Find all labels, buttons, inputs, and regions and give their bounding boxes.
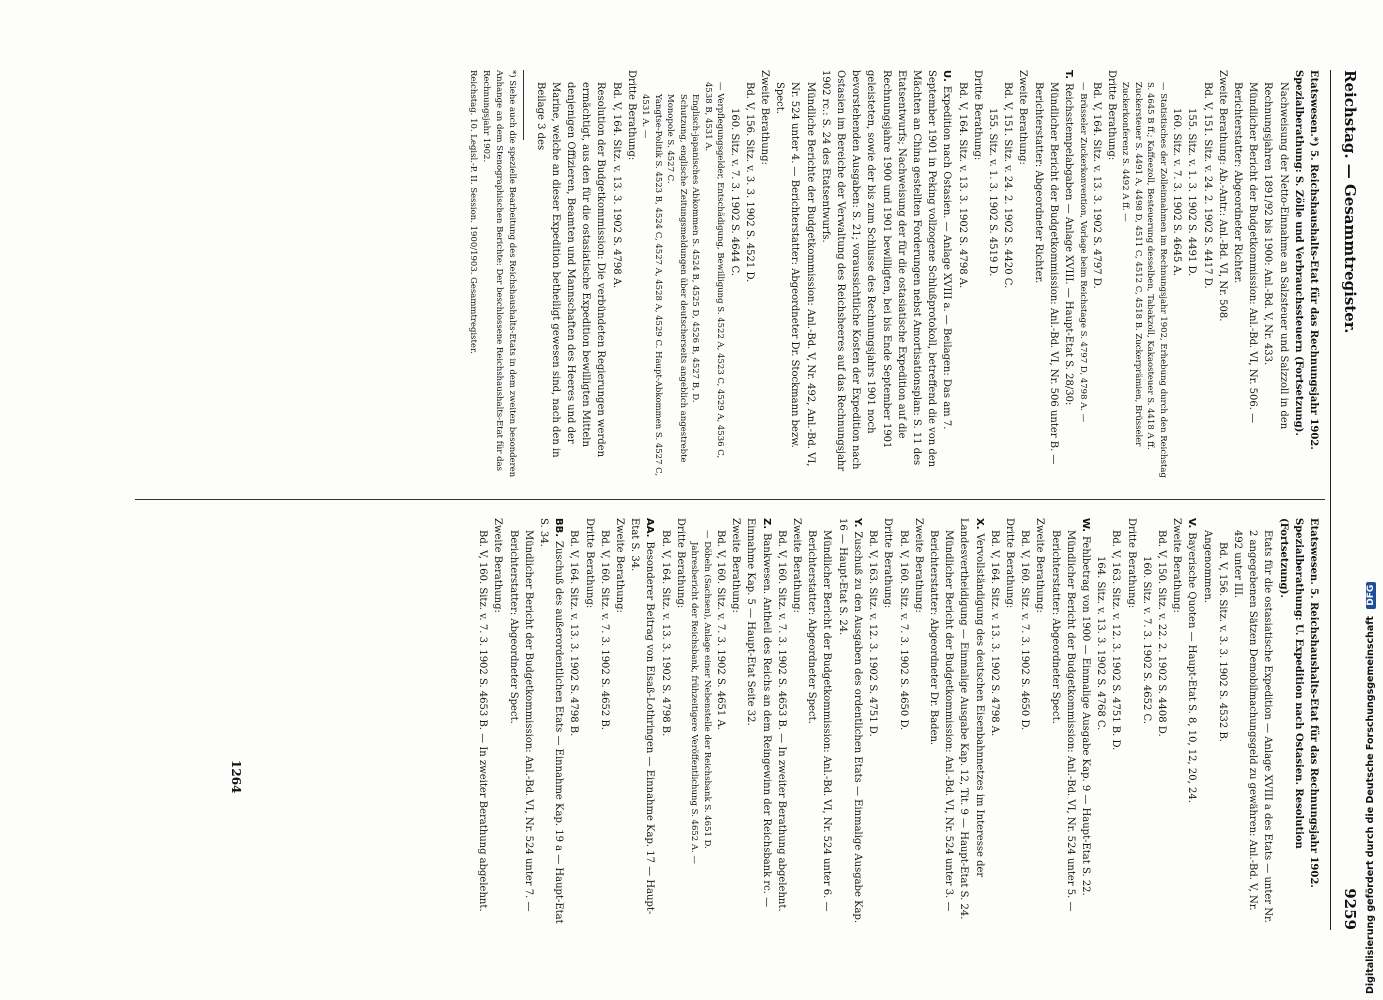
register-entry bbox=[639, 70, 664, 480]
register-entry bbox=[1076, 70, 1089, 480]
running-head-title: Reichstag. — Gesammtregister. bbox=[1341, 70, 1359, 334]
register-entry bbox=[1089, 70, 1104, 480]
column-divider bbox=[135, 499, 1325, 500]
entry-text: Reichsstempelabgaben — Anlage XVIII. — Haupt-Etat S. 28/30: bbox=[1063, 83, 1075, 406]
footnote: *) Siehe auch die spezielle Bearbeitung des Reichshaushalts-Etats in dem zweiten besonderen Anhange an dem Stenographischen Berichte: Der beschlossene Reichshaushalts-Etat für das Rechnungsjahr 1902. bbox=[481, 70, 518, 478]
register-entry bbox=[701, 70, 726, 480]
register-entry bbox=[1199, 70, 1214, 480]
footnote-rule bbox=[523, 70, 524, 140]
entry-text: Vervollständigung des deutschen Eisenbahnnetzes im Interesse der Landesvertheidigung — Einmalige Ausgabe Kap. 12, Tit. 9 — Haupt-Etat S. 24. bbox=[958, 518, 985, 920]
register-entry bbox=[700, 518, 713, 928]
section-heading bbox=[743, 518, 773, 928]
entry-text: Englisch-japanisches Abkommen S. 4524 B, 4525 D, 4526 B, 4527 B, D. bbox=[690, 94, 701, 403]
register-entry bbox=[608, 70, 623, 480]
entry-text: Bd. V, 163. Sitz. v. 12. 3. 1902 S. 4751 D. bbox=[867, 530, 879, 737]
register-entry bbox=[728, 518, 743, 928]
entry-text: 155. Sitz. v. 1. 3. 1902 S. 4519 D. bbox=[987, 108, 999, 277]
register-entry bbox=[1199, 518, 1214, 928]
register-entry bbox=[475, 518, 490, 928]
entry-text: — Döbeln (Sachsen), Anlage einer Nebenstelle der Reichsbank S. 4651 D. bbox=[701, 530, 712, 849]
register-entry bbox=[1030, 70, 1060, 480]
section-heading bbox=[956, 518, 986, 928]
entry-text: Zweite Berathung: bbox=[1171, 518, 1183, 613]
register-entry bbox=[1093, 518, 1108, 928]
entry-text: Bd. V, 164. Sitz. v. 13. 3. 1902 S. 4798 B. bbox=[568, 530, 580, 737]
register-entry bbox=[505, 518, 535, 928]
entry-text: Mündlicher Bericht der Budgetkommission: Anl.-Bd. VI, Nr. 524 unter 7. — Berichterstatter: Abgeordneter Spect. bbox=[507, 530, 534, 912]
entry-text: Zweite Berathung: bbox=[912, 518, 924, 613]
page-number: 9259 bbox=[1341, 888, 1359, 930]
entry-text: — Brüsseler Zuckerkonvention, Vorlage beim Reichstage S. 4797 D, 4798 A. — bbox=[1077, 82, 1088, 423]
entry-text: 155. Sitz. v. 1. 3. 1902 S. 4491 D. bbox=[1186, 108, 1198, 277]
register-entry bbox=[597, 518, 612, 928]
entry-text: Bd. V, 160. Sitz. v. 7. 3. 1902 S. 4650 D. bbox=[897, 530, 909, 731]
digitization-credit bbox=[1365, 582, 1376, 994]
register-entry bbox=[970, 70, 985, 480]
entry-text: Dritte Berathung: bbox=[674, 518, 686, 609]
entry-text: Dritte Berathung: bbox=[971, 70, 983, 161]
entry-text: Dritte Berathung: bbox=[1105, 70, 1117, 161]
signature-number: 1264 bbox=[229, 760, 243, 794]
register-entry bbox=[1123, 518, 1138, 928]
entry-text: Mündliche Berichte der Budgetkommission: Anl.-Bd. V, Nr. 492, Anl.-Bd. VI, Nr. 524 unter 4. — Berichterstatter: Abgeordneter Dr. Stockmann bezw. Spect. bbox=[774, 82, 816, 467]
register-entry bbox=[1015, 70, 1030, 480]
entry-text: Dritte Berathung: bbox=[1003, 518, 1015, 609]
register-entry bbox=[688, 518, 701, 928]
entry-text: Dritte Berathung: bbox=[583, 518, 595, 609]
entry-text: Zuschuß zu den Ausgaben des ordentlichen Etats — Einmalige Ausgabe Kap. 16 — Haupt-Etat S. 24. bbox=[836, 518, 863, 924]
entry-text: Mündlicher Bericht der Budgetkommission: Anl.-Bd. VI, Nr. 524 unter 6. — Berichterstatter: Abgeordneter Spect. bbox=[806, 530, 833, 912]
running-head bbox=[1337, 70, 1363, 930]
entry-text: Bd. V, 160. Sitz. v. 7. 3. 1902 S. 4653 B. — In zweiter Berathung abgelehnt. bbox=[477, 530, 489, 912]
entry-text: Fehlbetrag von 1900 — Einmalige Ausgabe Kap. 9 — Haupt-Etat S. 22. bbox=[1079, 536, 1091, 896]
register-entry bbox=[1184, 70, 1199, 480]
register-entry bbox=[689, 70, 702, 480]
register-entry bbox=[1000, 70, 1015, 480]
register-entry bbox=[895, 518, 910, 928]
entry-text: Zweite Berathung: bbox=[614, 518, 626, 613]
register-entry bbox=[911, 518, 926, 928]
register-entry bbox=[532, 70, 608, 480]
entry-text: Bd. V, 163. Sitz. v. 12. 3. 1902 S. 4751 B. D. bbox=[1110, 530, 1122, 751]
entry-text: — Verpflegungsgelder, Entschädigung, Bewilligung S. 4522 A, 4523 C, 4529 A, 4536 C, 4538 B, 4531 A. bbox=[702, 82, 726, 459]
entry-text: Bd. V, 156. Sitz. v. 3. 3. 1902 S. 4532 B. bbox=[1216, 542, 1228, 742]
section-heading bbox=[1061, 70, 1076, 480]
entry-text: Mündlicher Bericht der Budgetkommission: Anl.-Bd. VI, Nr. 524 unter 5. — Berichterstatter: Abgeordneter Spect. bbox=[1049, 530, 1076, 912]
register-entry bbox=[804, 518, 834, 928]
entry-text: Zweite Berathung: bbox=[730, 518, 742, 613]
entry-text: Resolution der Budgetkommission: Die verbündeten Regierungen werden ermächtigt, aus den für die ostasiatische Expedition bewilligten Mitteln denjenigen Offizieren, Beamten und Mannschaften des Heeres und der Marine, welche an dieser Expedition betheiligt gewesen sind, nach den in Beilage 3 des bbox=[534, 82, 607, 458]
entry-text: Bd. V, 151. Sitz. v. 24. 2. 1902 S. 4417 D. bbox=[1201, 82, 1213, 289]
entry-text: Nachweisung der Netto-Einnahme an Salzsteuer und Salzzoll in den Rechnungsjahren 1891/92 bis 1900: Anl.-Bd. V, Nr. 433. bbox=[1262, 82, 1289, 430]
register-entry bbox=[673, 518, 688, 928]
entry-text: Zweite Berathung: bbox=[1034, 518, 1046, 613]
register-entry bbox=[657, 518, 672, 928]
right-column bbox=[475, 518, 1321, 928]
section-letter: U. bbox=[941, 70, 953, 82]
entry-text: Dritte Berathung: bbox=[1125, 518, 1137, 609]
register-entry bbox=[987, 518, 1002, 928]
entry-text: Schutzung, englische Zeitungsmeldungen über deutscherseits angeblich angestrebte Monopole S. 4527 C. bbox=[665, 94, 688, 463]
register-entry bbox=[772, 70, 818, 480]
entry-text: Mündlicher Bericht der Budgetkommission: Anl.-Bd. VI, Nr. 506 unter B. — Berichterstatter: Abgeordneter Richter. bbox=[1032, 82, 1059, 465]
register-entry bbox=[1230, 70, 1260, 480]
entry-text: Dritte Berathung: bbox=[882, 518, 894, 609]
section-letter: AA. bbox=[644, 518, 656, 538]
entry-text: Zweite Berathung: bbox=[492, 518, 504, 613]
entry-text: Bayerische Quoten — Haupt-Etat S. 8, 10, 12, 20, 24. bbox=[1186, 532, 1198, 803]
register-entry bbox=[1230, 518, 1276, 928]
register-entry bbox=[1215, 518, 1230, 928]
entry-text: Bd. V, 164. Sitz. v. 13. 3. 1902 S. 4797 D. bbox=[1090, 82, 1102, 289]
section-heading bbox=[627, 518, 657, 928]
entry-text: Mündlicher Bericht der Budgetkommission: Anl.-Bd. VI, Nr. 506. — Berichterstatter: Abgeordneter Richter. bbox=[1231, 82, 1259, 424]
register-entry bbox=[789, 518, 804, 928]
entry-text: Bd. V, 164. Sitz. v. 13. 3. 1902 S. 4798 A. bbox=[610, 82, 622, 289]
entry-text: Bd. V, 150. Sitz. v. 22. 2. 1902 S. 4408 D. bbox=[1155, 530, 1167, 737]
entry-text: Etatswesen. 5. Reichshaushalts-Etat für das Rechnungsjahr 1902. Spezialberathung: U. Expedition nach Ostasien. Resolution (Fortsetzung). bbox=[1277, 518, 1319, 888]
register-entry bbox=[1215, 70, 1230, 480]
register-entry bbox=[926, 518, 956, 928]
section-letter: V. bbox=[1186, 518, 1198, 529]
section-letter: BB. bbox=[553, 518, 565, 538]
register-entry bbox=[742, 70, 757, 480]
register-entry bbox=[726, 70, 741, 480]
register-entry bbox=[985, 70, 1000, 480]
entry-text: Zweite Berathung: Ab.-Antr.: Anl.-Bd. VI, Nr. 508. bbox=[1216, 70, 1228, 322]
entry-text: Bd. V, 160. Sitz. v. 7. 3. 1902 S. 4651 A. bbox=[715, 530, 727, 730]
entry-text: Bankwesen. Antheil des Reichs an dem Reingewinn der Reichsbank rc. — Einnahme Kap. 5 — Haupt-Etat Seite 32. bbox=[745, 518, 772, 908]
entry-text: Bd. V, 160. Sitz. v. 7. 3. 1902 S. 4653 B. — In zweiter Berathung abgelehnt. bbox=[775, 530, 787, 912]
register-entry bbox=[1002, 518, 1017, 928]
section-heading bbox=[1078, 518, 1093, 928]
section-letter: Y. bbox=[851, 518, 863, 528]
register-entry bbox=[954, 70, 969, 480]
entry-text: 164. Sitz. v. 13. 3. 1902 S. 4768 C. bbox=[1095, 556, 1107, 731]
section-letter: X. bbox=[973, 518, 985, 530]
entry-text: Zuschuß des außerordentlichen Etats — Einnahme Kap. 19 a — Haupt-Etat S. 34. bbox=[538, 518, 565, 924]
entry-text: Dritte Berathung: bbox=[625, 70, 637, 161]
register-entry bbox=[1154, 518, 1169, 928]
left-column bbox=[466, 70, 1321, 480]
entry-text: Bd. V, 160. Sitz. v. 7. 3. 1902 S. 4652 B. bbox=[598, 530, 610, 730]
register-entry bbox=[664, 70, 689, 480]
entry-text: Etats für die ostasiatische Expedition — Anlage XVIII a des Etats — unter Nr. 2 angegebenen Sätzen Demobilmachungsgeld zu gewähren: Anl.-Bd. V, Nr. 492 unter III. bbox=[1231, 530, 1274, 923]
entry-text: Bd. V, 151. Sitz. v. 24. 2. 1902 S. 4420 C. bbox=[1002, 82, 1014, 289]
register-entry bbox=[1108, 518, 1123, 928]
register-entry bbox=[865, 518, 880, 928]
register-entry bbox=[490, 518, 505, 928]
entry-text: Bd. V, 160. Sitz. v. 7. 3. 1902 S. 4650 D. bbox=[1019, 530, 1031, 731]
section-heading bbox=[536, 518, 566, 928]
entry-text: Jahresbericht der Reichsbank, frühzeitigere Veröffentlichung S. 4652 A. — bbox=[689, 542, 700, 864]
entry-text: Bd. V, 164. Sitz. v. 13. 3. 1902 S. 4798 B. bbox=[659, 530, 671, 737]
entry-text: Besonderer Beitrag von Elsaß-Lothringen — Einnahme Kap. 17 — Haupt-Etat S. 34. bbox=[629, 518, 656, 915]
entry-text: Bd. V, 164. Sitz. v. 13. 3. 1902 S. 4798 A. bbox=[988, 530, 1000, 737]
section-letter: W. bbox=[1079, 518, 1091, 533]
register-entry bbox=[1169, 70, 1184, 480]
register-entry bbox=[1017, 518, 1032, 928]
register-entry bbox=[1032, 518, 1047, 928]
entry-text: — Statistisches der Zolleinnahmen im Rechnungsjahr 1902, Erhebung durch den Reichstag S. 4645 B ff.; Kaffeezoll, Besteuerung desselben, Tabakzoll, Kakaosteuer S. 4418 A ff. bbox=[1145, 82, 1168, 478]
section-heading bbox=[835, 518, 865, 928]
register-entry bbox=[581, 518, 596, 928]
entry-text: Etatswesen.*) 5. Reichshaushalts-Etat für das Rechnungsjahr 1902. Spezialberathung: S. Zölle und Verbrauchssteuern (Fortsetzung). bbox=[1292, 70, 1319, 450]
entry-text: 160. Sitz. v. 7. 3. 1902 S. 4652 C. bbox=[1140, 556, 1152, 724]
register-entry bbox=[1047, 518, 1077, 928]
register-entry bbox=[566, 518, 581, 928]
section-heading bbox=[1184, 518, 1199, 928]
entry-text: Expedition nach Ostasien. — Anlage XVIII a. — Beilagen: Das am 7. September 1901 in Peking vollzogene Schlußprotokoll, betreffend die von den Mächten an China gestellten Forderungen nebst Amortisationsplan: S. 11 des Etatsentwurfs; Nachweisung der für die ostasiatische Expedition auf die Rechnungsjahre 1900 und 1901 bewilligten, bei bis Ende September 1901 geleisteten, sowie der bis zum Schlusse des Rechnungsjahrs 1901 noch bevorstehenden Ausgaben: S. 21; voraussichtliche Kosten der Expedition nach Ostasien im Bereiche der Verwaltung des Reichsheeres auf das Rechnungsjahr 1902 rc.: S. 24 des Etatsentwurfs. bbox=[819, 70, 953, 472]
register-entry bbox=[713, 518, 728, 928]
digitization-credit-text: Digitalisierung gefördert durch die Deutsche Forschungsgemeinschaft bbox=[1365, 616, 1376, 994]
entry-text: Mündlicher Bericht der Budgetkommission: Anl.-Bd. VI, Nr. 524 unter 3. — Berichterstatter: Abgeordneter Dr. Baden. bbox=[927, 530, 955, 912]
header-rule bbox=[1330, 70, 1331, 930]
register-entry bbox=[1144, 70, 1169, 480]
entry-text: Bd. V, 164. Sitz. v. 13. 3. 1902 S. 4798 A. bbox=[956, 82, 968, 289]
dfg-logo: DFG bbox=[1366, 582, 1376, 609]
section-heading bbox=[818, 70, 955, 480]
register-entry bbox=[774, 518, 789, 928]
entry-text: Angenommen. bbox=[1201, 530, 1213, 603]
register-entry bbox=[1104, 70, 1119, 480]
entry-text: Yangtse-Politik S. 4523 B, 4524 C, 4527 A, 4528 A, 4529 C. Haupt-Abkommen S. 4527 C, 4531 A. — bbox=[640, 94, 663, 477]
section-letter: Z. bbox=[760, 518, 772, 530]
register-entry bbox=[1169, 518, 1184, 928]
register-entry bbox=[612, 518, 627, 928]
entry-text: Zweite Berathung: bbox=[791, 518, 803, 613]
section-letter: T. bbox=[1063, 70, 1075, 80]
register-entry bbox=[1260, 70, 1290, 480]
source-line: Reichstag. 10. Legisl.-P. II. Session. 1900/1903. Gesammtregister. bbox=[468, 70, 479, 354]
entry-text: Zweite Berathung: bbox=[759, 70, 770, 165]
entry-text: Bd. V, 156. Sitz. v. 3. 3. 1902 S. 4521 D. bbox=[743, 82, 755, 283]
register-entry bbox=[757, 70, 772, 480]
register-entry bbox=[1291, 70, 1321, 480]
entry-text: 160. Sitz. v. 7. 3. 1902 S. 4644 C. bbox=[728, 108, 740, 276]
entry-text: 160. Sitz. v. 7. 3. 1902 S. 4645 A. bbox=[1171, 108, 1183, 276]
register-entry bbox=[624, 70, 639, 480]
register-entry bbox=[880, 518, 895, 928]
register-entry bbox=[1275, 518, 1321, 928]
register-entry bbox=[1139, 518, 1154, 928]
register-entry bbox=[1119, 70, 1144, 480]
entry-text: Zuckersteuer S. 4491 A, 4498 D, 4511 C, 4512 C, 4518 B. Zuckerprämien, Brüsseler Zuckerkonferenz S. 4492 A ff. — bbox=[1120, 82, 1143, 447]
entry-text: Zweite Berathung: bbox=[1017, 70, 1029, 165]
